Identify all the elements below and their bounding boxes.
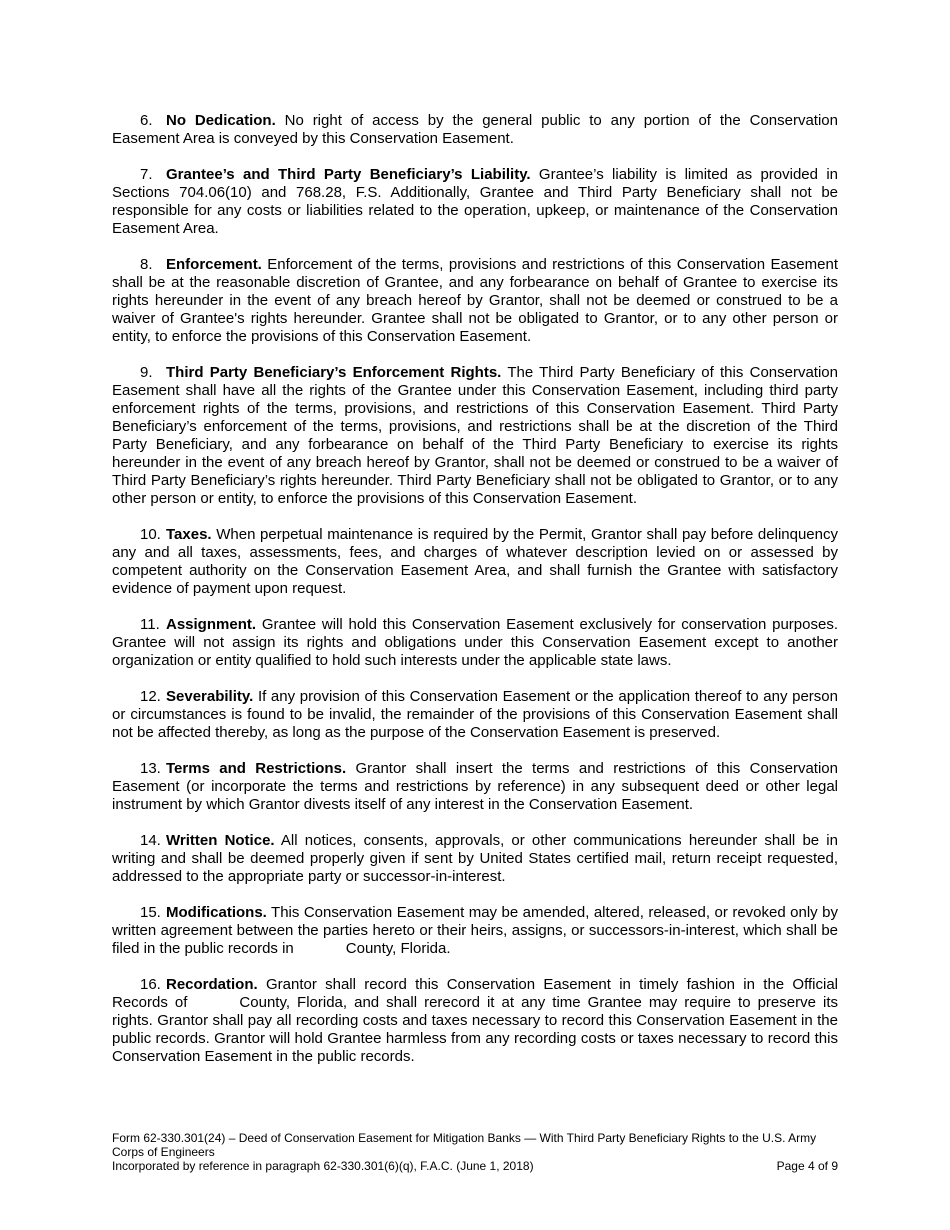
section-heading: No Dedication. [166, 112, 276, 129]
page-footer [112, 1131, 838, 1173]
section-heading: Taxes. [166, 526, 212, 543]
section-10 [112, 526, 838, 598]
section-body: Grantor shall record this Conservation Easement in timely fashion in the Official Records of [112, 976, 838, 1011]
section-number: 6. [140, 112, 153, 129]
section-number: 12. [140, 688, 161, 705]
section-body: Enforcement of the terms, provisions and restrictions of this Conservation Easement shall be at the reasonable discretion of Grantee, and any forbearance on behalf of Grantee to exercise its rights hereunder in the event of any breach hereof by Grantor, shall not be deemed or construed to be a waiver of Grantee's rights hereunder. Grantee shall not be obligated to Grantor, or to any other person or entity, to enforce the provisions of this Conservation Easement. [112, 256, 838, 345]
section-body: This Conservation Easement may be amended, altered, released, or revoked only by written agreement between the parties hereto or their heirs, assigns, or successors-in-interest, which shall be filed in the public records in [112, 904, 838, 957]
section-body: Grantor shall insert the terms and restrictions of this Conservation Easement (or incorporate the terms and restrictions by reference) in any subsequent deed or other legal instrument by which Grantor divests itself of any interest in the Conservation Easement. [112, 760, 838, 813]
section-number: 11. [140, 616, 160, 633]
section-heading: Assignment. [166, 616, 257, 633]
section-14 [112, 832, 838, 886]
footer-bottom-row [112, 1159, 838, 1173]
section-body: If any provision of this Conservation Easement or the application thereof to any person or circumstances is found to be invalid, the remainder of the provisions of this Conservation Easement shall not be affected thereby, as long as the purpose of the Conservation Easement is preserved. [112, 688, 838, 741]
section-number: 13. [140, 760, 161, 777]
section-body: All notices, consents, approvals, or other communications hereunder shall be in writing and shall be deemed properly given if sent by United States certified mail, return receipt requested, addressed to the appropriate party or successor-in-interest. [112, 832, 838, 885]
section-9 [112, 364, 838, 508]
section-heading: Modifications. [166, 904, 267, 921]
section-16 [112, 976, 838, 1066]
section-heading: Written Notice. [166, 832, 275, 849]
section-heading: Enforcement. [166, 256, 262, 273]
section-15 [112, 904, 838, 958]
section-body: When perpetual maintenance is required by the Permit, Grantor shall pay before delinquency any and all taxes, assessments, fees, and charges of whatever description levied on or assessed by competent authority on the Conservation Easement Area, and shall furnish the Grantee with satisfactory evidence of payment upon request. [112, 526, 838, 597]
footer-incorporated: Incorporated by reference in paragraph 62-330.301(6)(q), F.A.C. (June 1, 2018) [112, 1159, 534, 1173]
section-number: 15. [140, 904, 161, 921]
section-body: Grantee will hold this Conservation Easement exclusively for conservation purposes. Grantee will not assign its rights and obligations under this Conservation Easement except to another organization or entity qualified to hold such interests under the applicable state laws. [112, 616, 838, 669]
section-heading: Grantee’s and Third Party Beneficiary’s Liability. [166, 166, 531, 183]
section-number: 7. [140, 166, 153, 183]
section-11 [112, 616, 838, 670]
section-body: The Third Party Beneficiary of this Conservation Easement shall have all the rights of the Grantee under this Conservation Easement, including third party enforcement rights of the terms, provisions, and restrictions of this Conservation Easement. Third Party Beneficiary’s enforcement of the terms, provisions, and restrictions shall be at the discretion of the Third Party Beneficiary, and any forbearance on behalf of the Third Party Beneficiary to exercise its rights hereunder in the event of any breach hereof by Grantor, shall not be deemed or construed to be a waiver of Third Party Beneficiary’s rights hereunder. Third Party Beneficiary shall not be obligated to Grantor, or to any other person or entity, to enforce the provisions of this Conservation Easement. [112, 364, 838, 507]
section-6 [112, 112, 838, 148]
section-13 [112, 760, 838, 814]
section-heading: Recordation. [166, 976, 258, 993]
section-number: 9. [140, 364, 153, 381]
section-12 [112, 688, 838, 742]
section-7 [112, 166, 838, 238]
section-number: 14. [140, 832, 161, 849]
section-heading: Third Party Beneficiary’s Enforcement Rights. [166, 364, 502, 381]
section-heading: Terms and Restrictions. [166, 760, 347, 777]
section-body-continued: County, Florida. [345, 940, 451, 957]
section-number: 16. [140, 976, 161, 993]
section-body: Grantee’s liability is limited as provided in Sections 704.06(10) and 768.28, F.S. Additionally, Grantee and Third Party Beneficiary shall not be responsible for any costs or liabilities related to the operation, upkeep, or maintenance of the Conservation Easement Area. [112, 166, 838, 237]
section-body-continued: County, Florida, and shall rerecord it at any time Grantee may require to preserve its rights. Grantor shall pay all recording costs and taxes necessary to record this Conservation Easement in the public records. Grantor will hold Grantee harmless from any recording costs or taxes necessary to record this Conservation Easement in the public records. [112, 994, 838, 1065]
page-number: Page 4 of 9 [776, 1159, 838, 1173]
section-heading: Severability. [166, 688, 254, 705]
section-number: 8. [140, 256, 153, 273]
footer-form-line: Form 62-330.301(24) – Deed of Conservation Easement for Mitigation Banks — With Third Party Beneficiary Rights to the U.S. Army Corps of Engineers [112, 1131, 817, 1159]
section-body: No right of access by the general public to any portion of the Conservation Easement Area is conveyed by this Conservation Easement. [112, 112, 838, 147]
document-page [112, 112, 838, 1084]
section-number: 10. [140, 526, 161, 543]
section-8 [112, 256, 838, 346]
